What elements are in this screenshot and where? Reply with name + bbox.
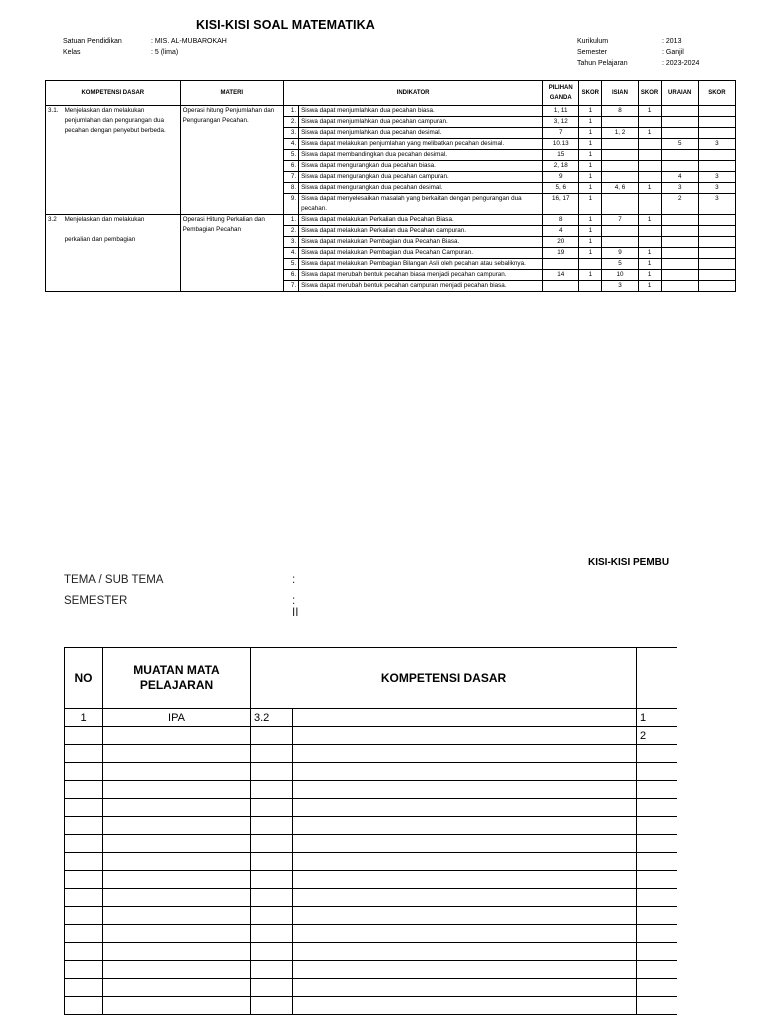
indikator-text: Siswa dapat melakukan Pembagian dua Pecahan Campuran. (299, 248, 543, 259)
indikator-text: Siswa dapat menjumlahkan dua pecahan biasa. (299, 106, 543, 117)
empty-cell (65, 763, 103, 781)
empty-cell (637, 925, 677, 943)
header-muatan: MUATAN MATA PELAJARAN (103, 648, 251, 709)
cell-pg: 16, 17 (543, 194, 579, 215)
empty-cell (65, 961, 103, 979)
cell-pg: 20 (543, 237, 579, 248)
header-pg-line2: GANDA (549, 95, 572, 101)
empty-cell (293, 907, 637, 925)
empty-cell (251, 961, 293, 979)
cell-s3: 3 (698, 183, 735, 194)
empty-cell (637, 961, 677, 979)
empty-cell (103, 745, 251, 763)
empty-cell (65, 871, 103, 889)
indikator-number: 3. (284, 237, 299, 248)
meta-value: : 2023-2024 (662, 60, 700, 67)
cell-s2: 1 (638, 270, 661, 281)
indikator-number: 2. (284, 226, 299, 237)
empty-cell (103, 943, 251, 961)
cell-s1: 1 (579, 150, 602, 161)
empty-cell (637, 763, 677, 781)
empty-cell (293, 835, 637, 853)
cell-pg: 14 (543, 270, 579, 281)
row-no: 1 (65, 709, 103, 727)
cell-s2: 1 (638, 281, 661, 292)
empty-cell (637, 799, 677, 817)
indikator-text: Siswa dapat melakukan penjumlahan yang melibatkan pecahan desimal. (299, 139, 543, 150)
meta-label: Semester (577, 49, 607, 56)
indikator-number: 8. (284, 183, 299, 194)
empty-cell (103, 907, 251, 925)
indikator-number: 7. (284, 281, 299, 292)
meta-value: : Ganjil (662, 49, 684, 56)
indikator-text: Siswa dapat melakukan Perkalian dua Pecahan campuran. (299, 226, 543, 237)
row-kd-text (293, 727, 637, 745)
cell-s3: 3 (698, 139, 735, 150)
empty-cell (65, 745, 103, 763)
header-skor: SKOR (638, 81, 661, 106)
materi: Operasi Hitung Perkalian dan Pembagian Pecahan (180, 215, 283, 292)
cell-s1: 1 (579, 139, 602, 150)
kd-number: 3.1. (46, 106, 63, 215)
empty-cell (103, 763, 251, 781)
cell-s1: 1 (579, 237, 602, 248)
empty-cell (293, 925, 637, 943)
empty-cell (637, 817, 677, 835)
indikator-number: 3. (284, 128, 299, 139)
indikator-text: Siswa dapat melakukan Pembagian Bilangan Asli oleh pecahan atau sebaliknya. (299, 259, 543, 270)
empty-cell (637, 781, 677, 799)
empty-cell (637, 943, 677, 961)
row-muatan (103, 727, 251, 745)
table-row (65, 835, 677, 853)
tema-label: TEMA / SUB TEMA (64, 574, 164, 586)
cell-s2: 1 (638, 183, 661, 194)
cell-pg: 8 (543, 215, 579, 226)
indikator-text: Siswa dapat mengurangkan dua pecahan desimal. (299, 183, 543, 194)
meta-value: : MIS. AL-MUBAROKAH (151, 38, 227, 45)
table2-header-row (65, 648, 677, 709)
empty-cell (251, 763, 293, 781)
row-indikator-no: 1 (637, 709, 677, 727)
cell-isian: 7 (602, 215, 638, 226)
empty-cell (637, 997, 677, 1015)
meta-value: : 5 (lima) (151, 49, 179, 56)
cell-isian: 10 (602, 270, 638, 281)
table-row (65, 763, 677, 781)
row-muatan: IPA (103, 709, 251, 727)
indikator-number: 5. (284, 259, 299, 270)
meta-label: Kurikulum (577, 38, 609, 45)
empty-cell (637, 907, 677, 925)
cell-s2: 1 (638, 259, 661, 270)
cell-s2: 1 (638, 215, 661, 226)
cell-isian: 5 (602, 259, 638, 270)
empty-cell (103, 835, 251, 853)
cell-pg: 5, 6 (543, 183, 579, 194)
table-row (65, 745, 677, 763)
empty-cell (293, 979, 637, 997)
indikator-text: Siswa dapat mengurangkan dua pecahan biasa. (299, 161, 543, 172)
cell-s2: 1 (638, 106, 661, 117)
empty-cell (65, 835, 103, 853)
empty-cell (65, 781, 103, 799)
empty-cell (65, 997, 103, 1015)
semester-label: SEMESTER (64, 595, 128, 607)
indikator-text: Siswa dapat melakukan Perkalian dua Pecahan Biasa. (299, 215, 543, 226)
cell-isian: 3 (602, 281, 638, 292)
header-indikator: INDIKATOR (284, 81, 543, 106)
empty-cell (293, 799, 637, 817)
empty-cell (103, 853, 251, 871)
indikator-text: Siswa dapat menyelesaikan masalah yang berkaitan dengan pengurangan dua pecahan. (299, 194, 543, 215)
table-row (65, 853, 677, 871)
empty-cell (103, 979, 251, 997)
header-kompetensi-dasar: KOMPETENSI DASAR (251, 648, 637, 709)
indikator-text: Siswa dapat menjumlahkan dua pecahan desimal. (299, 128, 543, 139)
cell-uraian: 5 (661, 139, 698, 150)
cell-uraian: 4 (661, 172, 698, 183)
tema-value: : (292, 574, 296, 586)
empty-cell (251, 781, 293, 799)
meta-label: Tahun Pelajaran (577, 60, 628, 67)
cell-s1: 1 (579, 194, 602, 215)
indikator-number: 9. (284, 194, 299, 215)
empty-cell (251, 979, 293, 997)
cell-pg: 15 (543, 150, 579, 161)
cell-s2: 1 (638, 128, 661, 139)
empty-cell (637, 745, 677, 763)
table-row (65, 799, 677, 817)
header-kd: KOMPETENSI DASAR (46, 81, 181, 106)
cell-isian: 4, 6 (602, 183, 638, 194)
empty-cell (293, 817, 637, 835)
empty-cell (103, 799, 251, 817)
table-row (65, 925, 677, 943)
empty-cell (251, 745, 293, 763)
empty-cell (293, 871, 637, 889)
empty-cell (251, 925, 293, 943)
indikator-text: Siswa dapat membandingkan dua pecahan desimal. (299, 150, 543, 161)
empty-cell (103, 997, 251, 1015)
empty-cell (65, 817, 103, 835)
kd-number: 3.2 (46, 215, 63, 292)
kd-text-line: perkalian dan pembagian (64, 236, 136, 243)
cell-isian: 1, 2 (602, 128, 638, 139)
empty-cell (103, 871, 251, 889)
table-row (65, 979, 677, 997)
indikator-number: 2. (284, 117, 299, 128)
empty-cell (637, 853, 677, 871)
empty-cell (65, 979, 103, 997)
header-pg-line1: PILIHAN (548, 85, 573, 91)
table-row (65, 781, 677, 799)
header-isian: ISIAN (602, 81, 638, 106)
empty-cell (293, 781, 637, 799)
empty-cell (251, 943, 293, 961)
kisi-kisi-table-2 (64, 647, 677, 1015)
document-title: KISI-KISI SOAL MATEMATIKA (196, 18, 375, 32)
empty-cell (251, 853, 293, 871)
empty-cell (293, 961, 637, 979)
cell-uraian: 2 (661, 194, 698, 215)
cell-isian: 9 (602, 248, 638, 259)
table2-body (65, 709, 677, 1015)
table-row (65, 889, 677, 907)
row-no (65, 727, 103, 745)
empty-cell (637, 889, 677, 907)
table-row (65, 871, 677, 889)
document-title-2: KISI-KISI PEMBU (588, 557, 670, 568)
empty-cell (293, 943, 637, 961)
indikator-number: 4. (284, 248, 299, 259)
meta-value: : 2013 (662, 38, 682, 45)
empty-cell (103, 889, 251, 907)
empty-cell (65, 889, 103, 907)
empty-cell (293, 853, 637, 871)
empty-cell (103, 961, 251, 979)
empty-cell (251, 835, 293, 853)
empty-cell (103, 781, 251, 799)
tema-row (64, 574, 296, 586)
row-kd-no: 3.2 (251, 709, 293, 727)
meta-label: Kelas (63, 49, 81, 56)
cell-s2: 1 (638, 248, 661, 259)
empty-cell (293, 889, 637, 907)
empty-cell (103, 817, 251, 835)
cell-s1: 1 (579, 215, 602, 226)
table-row (65, 907, 677, 925)
empty-cell (251, 871, 293, 889)
cell-s3: 3 (698, 194, 735, 215)
cell-pg: 7 (543, 128, 579, 139)
empty-cell (65, 907, 103, 925)
header-no: NO (65, 648, 103, 709)
indikator-number: 4. (284, 139, 299, 150)
indikator-text: Siswa dapat merubah bentuk pecahan biasa menjadi pecahan campuran. (299, 270, 543, 281)
table-row (65, 997, 677, 1015)
indikator-number: 6. (284, 161, 299, 172)
cell-pg: 3, 12 (543, 117, 579, 128)
empty-cell (65, 925, 103, 943)
semester-value: : II (292, 595, 299, 619)
indikator-number: 7. (284, 172, 299, 183)
row-kd-text (293, 709, 637, 727)
semester-row (64, 595, 299, 619)
empty-cell (251, 889, 293, 907)
table-row (65, 727, 677, 745)
table-row (65, 709, 677, 727)
meta-label: Satuan Pendidikan (63, 38, 122, 45)
empty-cell (293, 745, 637, 763)
header-skor: SKOR (698, 81, 735, 106)
cell-s1: 1 (579, 248, 602, 259)
empty-cell (637, 979, 677, 997)
empty-cell (103, 925, 251, 943)
indikator-number: 1. (284, 215, 299, 226)
header-cut (637, 648, 677, 709)
table-row (65, 943, 677, 961)
empty-cell (251, 817, 293, 835)
cell-s1: 1 (579, 161, 602, 172)
cell-s1: 1 (579, 172, 602, 183)
empty-cell (293, 997, 637, 1015)
cell-pg: 2, 18 (543, 161, 579, 172)
cell-s1: 1 (579, 270, 602, 281)
cell-isian: 8 (602, 106, 638, 117)
indikator-text: Siswa dapat mengurangkan dua pecahan campuran. (299, 172, 543, 183)
empty-cell (251, 997, 293, 1015)
header-skor: SKOR (579, 81, 602, 106)
empty-cell (637, 835, 677, 853)
kd-text-line: Menjelaskan dan melakukan (64, 216, 145, 223)
cell-s1: 1 (579, 183, 602, 194)
materi: Operasi hitung Penjumlahan dan Pengurangan Pecahan. (180, 106, 283, 215)
indikator-text: Siswa dapat melakukan Pembagian dua Pecahan Biasa. (299, 237, 543, 248)
cell-pg: 1, 11 (543, 106, 579, 117)
cell-s1: 1 (579, 226, 602, 237)
cell-pg: 9 (543, 172, 579, 183)
empty-cell (637, 871, 677, 889)
row-kd-no (251, 727, 293, 745)
table-row (65, 961, 677, 979)
empty-cell (251, 799, 293, 817)
empty-cell (293, 763, 637, 781)
empty-cell (251, 907, 293, 925)
empty-cell (65, 853, 103, 871)
cell-s3: 3 (698, 172, 735, 183)
indikator-number: 6. (284, 270, 299, 281)
indikator-text: Siswa dapat merubah bentuk pecahan campuran menjadi pecahan biasa. (299, 281, 543, 292)
cell-pg: 4 (543, 226, 579, 237)
cell-uraian: 3 (661, 183, 698, 194)
kd-text-line: Menjelaskan dan melakukan penjumlahan dan pengurangan dua pecahan dengan penyebut berbeda. (64, 107, 166, 134)
indikator-number: 1. (284, 106, 299, 117)
cell-pg: 10.13 (543, 139, 579, 150)
cell-s1: 1 (579, 117, 602, 128)
header-uraian: URAIAN (661, 81, 698, 106)
cell-s1: 1 (579, 106, 602, 117)
table-row (65, 817, 677, 835)
cell-s1: 1 (579, 128, 602, 139)
cell-pg: 19 (543, 248, 579, 259)
empty-cell (65, 943, 103, 961)
row-indikator-no: 2 (637, 727, 677, 745)
empty-cell (65, 799, 103, 817)
indikator-number: 5. (284, 150, 299, 161)
indikator-text: Siswa dapat menjumlahkan dua pecahan campuran. (299, 117, 543, 128)
header-materi: MATERI (180, 81, 283, 106)
